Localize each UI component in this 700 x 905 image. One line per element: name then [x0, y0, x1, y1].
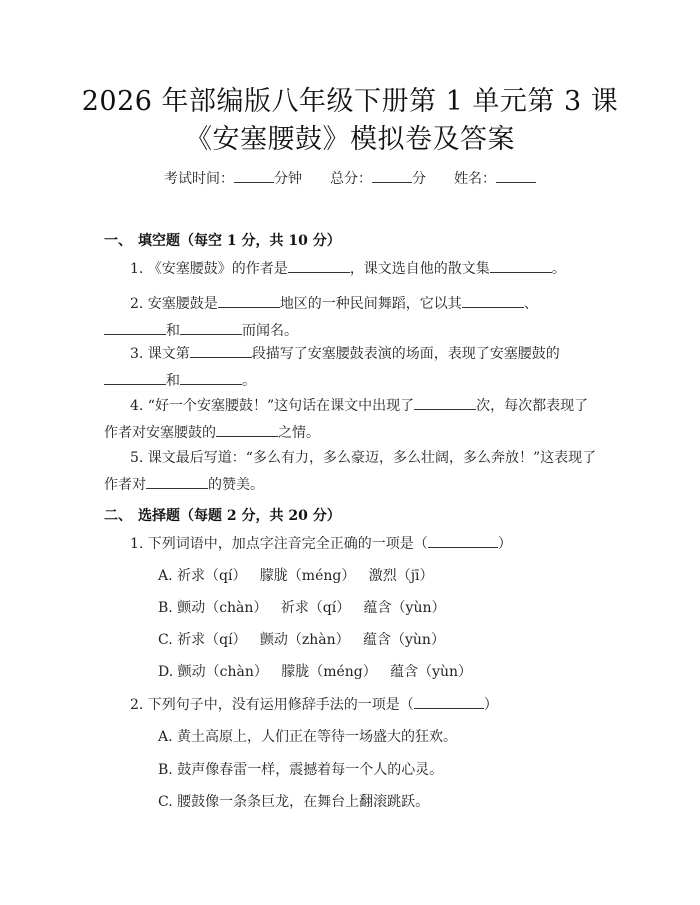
answer-blank: [490, 258, 552, 273]
question-text: 4. “好一个安塞腰鼓！”这句话在课文中出现了: [130, 398, 415, 414]
option-c: C. 腰鼓像一条条巨龙，在舞台上翻滚跳跃。: [158, 794, 430, 810]
fill-question-5: [104, 445, 598, 499]
question-text: 。: [242, 373, 256, 389]
answer-blank: [104, 320, 166, 335]
answer-blank: [190, 343, 252, 358]
question-text: ，课文选自他的散文集: [349, 261, 490, 277]
option-d: D. 颤动（chàn） 朦胧（méng） 蕴含（yùn）: [158, 664, 473, 680]
answer-blank: [218, 293, 280, 308]
section-title: 选择题（每题 2 分，共 20 分）: [138, 508, 341, 524]
option-a: A. 黄土高原上，人们正在等待一场盛大的狂欢。: [158, 729, 458, 745]
question-text: 地区的一种民间舞蹈，它以其: [279, 296, 462, 312]
answer-blank: [104, 370, 166, 385]
score-blank: [372, 168, 412, 183]
question-text: 2. 下列句子中，没有运用修辞手法的一项是（: [130, 697, 414, 713]
answer-blank: [180, 320, 242, 335]
question-text: 和: [166, 323, 180, 339]
question-text: 1. 下列词语中，加点字注音完全正确的一项是（: [130, 536, 428, 552]
answer-blank: [288, 258, 350, 273]
question-text: 3. 课文第: [130, 346, 190, 362]
answer-blank: [462, 293, 524, 308]
question-text: 。: [551, 261, 566, 277]
exam-title-line1: 2026 年部编版八年级下册第 1 单元第 3 课: [81, 86, 619, 117]
question-text: 5. 课文最后写道：“多么有力，多么豪迈，多么壮阔，多么奔放！”这表现了作者对: [104, 450, 597, 493]
question-text: 段描写了安塞腰鼓表演的场面，表现了安塞腰鼓的: [251, 346, 560, 362]
option-b: B. 颤动（chàn） 祈求（qí） 蕴含（yùn）: [158, 600, 446, 616]
section-title: 填空题（每空 1 分，共 10 分）: [138, 233, 341, 249]
choice-question-2: [130, 694, 498, 715]
fill-question-2: [104, 291, 598, 345]
score-label: 总分：: [330, 171, 372, 187]
question-text: ）: [483, 697, 498, 713]
name-label: 姓名：: [454, 171, 496, 187]
score-unit: 分: [412, 171, 426, 187]
fill-question-3: [104, 341, 598, 395]
question-text: 而闻名。: [242, 323, 298, 339]
answer-blank: [428, 533, 498, 548]
question-text: 和: [166, 373, 180, 389]
fill-question-1: [104, 256, 598, 283]
exam-title-line2: 《安塞腰鼓》模拟卷及答案: [185, 124, 515, 155]
question-text: 1. 《安塞腰鼓》的作者是: [130, 261, 288, 277]
time-unit: 分钟: [274, 171, 302, 187]
answer-blank: [180, 370, 242, 385]
question-text: 、: [523, 296, 538, 312]
question-text: 之情。: [278, 425, 320, 441]
section-number: 二、: [104, 508, 132, 524]
section-heading-fill-in: [104, 231, 341, 251]
option-a: A. 祈求（qí） 朦胧（méng） 激烈（jī）: [158, 568, 434, 584]
name-blank: [496, 168, 536, 183]
choice-question-1: [130, 533, 512, 554]
exam-info-line: [0, 168, 700, 189]
question-text: 2. 安塞腰鼓是: [130, 296, 218, 312]
question-text: 次，每次都表现了作者对安塞腰鼓的: [104, 398, 589, 441]
answer-blank: [146, 474, 208, 489]
question-text: ）: [497, 536, 512, 552]
option-b: B. 鼓声像春雷一样，震撼着每一个人的心灵。: [158, 762, 444, 778]
section-number: 一、: [104, 233, 132, 249]
answer-blank: [414, 694, 484, 709]
option-c: C. 祈求（qí） 颤动（zhàn） 蕴含（yùn）: [158, 632, 445, 648]
time-label: 考试时间：: [164, 171, 234, 187]
fill-question-4: [104, 393, 598, 447]
time-blank: [234, 168, 274, 183]
section-heading-choice: [104, 506, 341, 526]
answer-blank: [414, 395, 476, 410]
question-text: 的赞美。: [208, 477, 264, 493]
answer-blank: [216, 422, 278, 437]
